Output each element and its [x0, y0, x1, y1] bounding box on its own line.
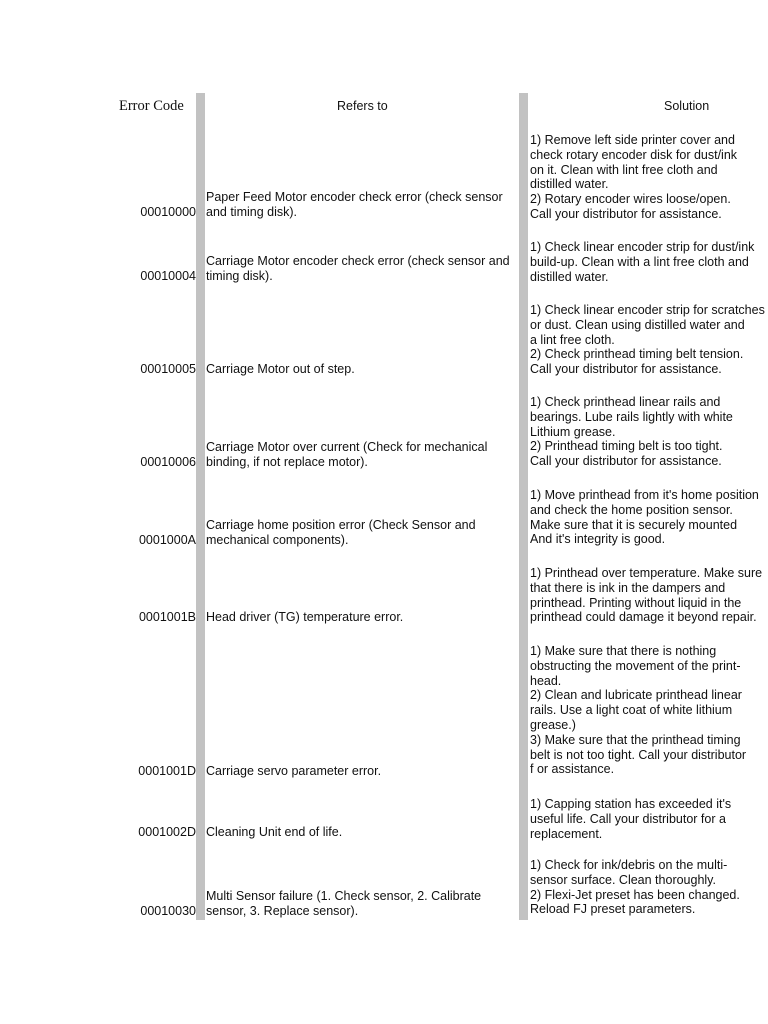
solution-text	[530, 133, 768, 222]
refers-to-line: Carriage Motor over current (Check for mechanical	[206, 440, 488, 454]
refers-to-line: Multi Sensor failure (1. Check sensor, 2. Calibrate	[206, 889, 482, 903]
solution-text	[530, 797, 768, 841]
refers-to-line: sensor, 3. Replace sensor).	[206, 904, 359, 918]
solution-line: Make sure that it is securely mounted	[530, 517, 738, 532]
solution-line: And it's integrity is good.	[530, 532, 666, 547]
column-divider-left	[196, 93, 205, 920]
solution-line: 1) Check for ink/debris on the multi-	[530, 858, 728, 872]
refers-to-line: Carriage Motor encoder check error (check sensor and	[206, 254, 510, 268]
refers-to-text	[206, 518, 520, 548]
solution-line: 2) Flexi-Jet preset has been changed.	[530, 887, 740, 902]
column-divider-right	[519, 93, 528, 920]
error-code: 0001000A	[138, 533, 196, 547]
solution-line: distilled water.	[530, 269, 609, 284]
solution-line: 1) Remove left side printer cover and	[530, 133, 735, 147]
solution-line: distilled water.	[530, 177, 609, 192]
solution-text	[530, 858, 768, 917]
refers-to-text	[206, 254, 520, 284]
header-error-code: Error Code	[119, 98, 184, 114]
solution-line: 2) Rotary encoder wires loose/open.	[530, 192, 731, 207]
solution-line: 1) Check printhead linear rails and	[530, 395, 721, 409]
error-code: 00010000	[140, 205, 196, 219]
solution-line: and check the home position sensor.	[530, 502, 733, 517]
solution-text	[530, 488, 768, 547]
refers-to-line: binding, if not replace motor).	[206, 455, 368, 469]
error-code: 0001001D	[138, 764, 196, 778]
solution-text	[530, 303, 768, 377]
solution-line: a lint free cloth.	[530, 332, 615, 347]
solution-line: that there is ink in the dampers and	[530, 580, 726, 595]
solution-line: useful life. Call your distributor for a	[530, 811, 726, 826]
solution-line: 2) Check printhead timing belt tension.	[530, 347, 744, 362]
solution-line: Call your distributor for assistance.	[530, 362, 722, 377]
solution-line: check rotary encoder disk for dust/ink	[530, 147, 738, 162]
solution-line: printhead could damage it beyond repair.	[530, 610, 757, 625]
refers-to-text	[206, 764, 520, 779]
solution-line: Call your distributor for assistance.	[530, 454, 722, 469]
solution-line: head.	[530, 673, 562, 688]
solution-line: 1) Make sure that there is nothing	[530, 644, 717, 658]
refers-to-text	[206, 190, 520, 220]
solution-line: belt is not too tight. Call your distributor	[530, 747, 747, 762]
refers-to-line: Carriage Motor out of step.	[206, 362, 355, 376]
refers-to-line: Carriage servo parameter error.	[206, 764, 382, 778]
solution-line: Lithium grease.	[530, 424, 616, 439]
solution-line: f or assistance.	[530, 762, 615, 777]
solution-line: grease.)	[530, 717, 576, 732]
refers-to-line: Head driver (TG) temperature error.	[206, 610, 404, 624]
solution-line: or dust. Clean using distilled water and	[530, 317, 745, 332]
refers-to-line: timing disk).	[206, 269, 273, 283]
solution-line: build-up. Clean with a lint free cloth and	[530, 254, 749, 269]
solution-line: rails. Use a light coat of white lithium	[530, 703, 733, 718]
refers-to-line: Carriage home position error (Check Sensor and	[206, 518, 476, 532]
solution-line: 2) Clean and lubricate printhead linear	[530, 688, 742, 703]
solution-text	[530, 566, 768, 625]
solution-line: sensor surface. Clean thoroughly.	[530, 872, 716, 887]
solution-line: bearings. Lube rails lightly with white	[530, 409, 733, 424]
header-refers-to: Refers to	[337, 99, 388, 113]
solution-line: on it. Clean with lint free cloth and	[530, 162, 718, 177]
error-code: 00010030	[140, 904, 196, 918]
refers-to-text	[206, 825, 520, 840]
solution-line: 1) Printhead over temperature. Make sure	[530, 566, 763, 580]
solution-line: 1) Check linear encoder strip for dust/ink	[530, 240, 755, 254]
error-code: 0001002D	[138, 825, 196, 839]
solution-line: 2) Printhead timing belt is too tight.	[530, 439, 723, 454]
solution-text	[530, 644, 768, 777]
refers-to-line: and timing disk).	[206, 205, 298, 219]
refers-to-text	[206, 362, 520, 377]
solution-line: 1) Capping station has exceeded it's	[530, 797, 732, 811]
solution-text	[530, 240, 768, 284]
error-code: 00010005	[140, 362, 196, 376]
refers-to-line: Paper Feed Motor encoder check error (check sensor	[206, 190, 503, 204]
refers-to-text	[206, 440, 520, 470]
refers-to-text	[206, 889, 520, 919]
solution-line: 1) Move printhead from it's home position	[530, 488, 759, 502]
solution-line: Call your distributor for assistance.	[530, 206, 722, 221]
refers-to-line: mechanical components).	[206, 533, 349, 547]
solution-line: 1) Check linear encoder strip for scratches	[530, 303, 765, 317]
error-code: 0001001B	[138, 610, 196, 624]
refers-to-line: Cleaning Unit end of life.	[206, 825, 343, 839]
error-code: 00010004	[140, 269, 196, 283]
solution-line: obstructing the movement of the print-	[530, 658, 741, 673]
solution-line: replacement.	[530, 826, 603, 841]
solution-line: 3) Make sure that the printhead timing	[530, 732, 741, 747]
solution-text	[530, 395, 768, 469]
refers-to-text	[206, 610, 520, 625]
solution-line: printhead. Printing without liquid in the	[530, 595, 742, 610]
solution-line: Reload FJ preset parameters.	[530, 902, 696, 917]
error-code: 00010006	[140, 455, 196, 469]
header-solution: Solution	[664, 99, 710, 113]
